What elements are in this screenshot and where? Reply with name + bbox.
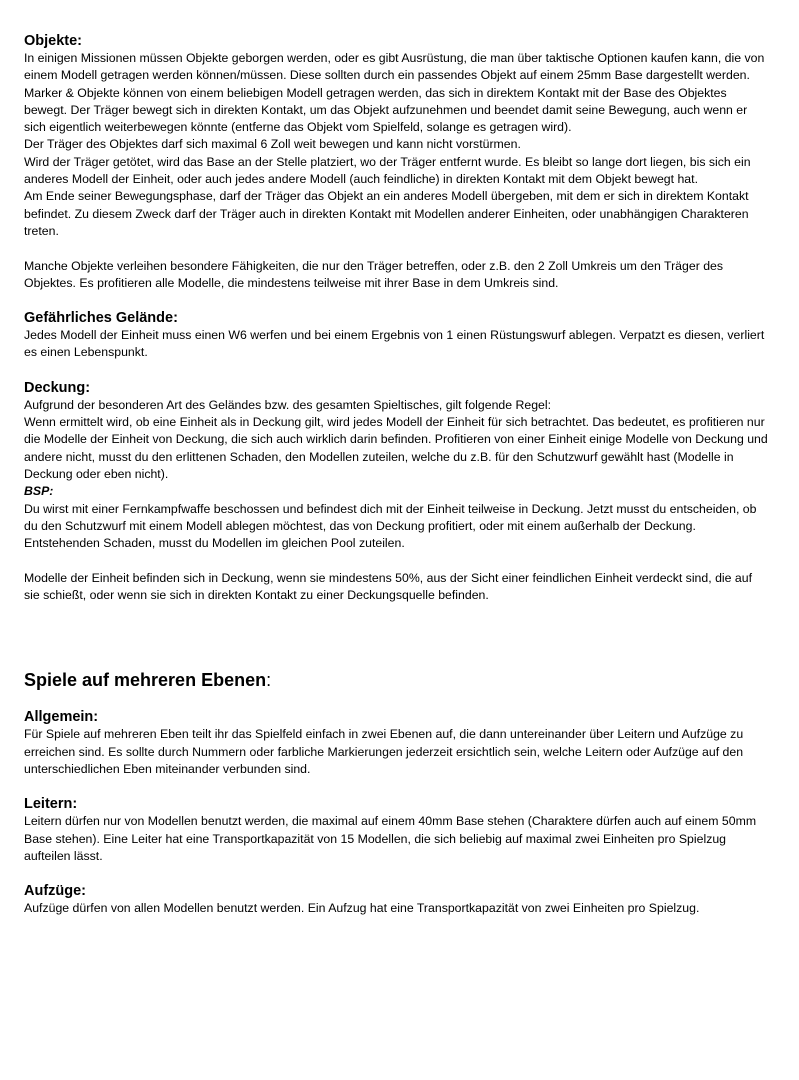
paragraph-deckung-intro: Aufgrund der besonderen Art des Geländes bzw. des gesamten Spieltisches, gilt folgende Regel: — [24, 397, 552, 412]
paragraph-deckung-final: Modelle der Einheit befinden sich in Deckung, wenn sie mindestens 50%, aus der Sicht einer feindlichen Einheit verdeckt sind, die auf sie schießt, oder wenn sie sich in direkten Kontakt zu einer Deckungsquelle befinden. — [24, 570, 752, 603]
section-objekte — [24, 33, 769, 292]
heading-allgemein: Allgemein: — [24, 709, 99, 726]
label-bsp: BSP: — [24, 484, 54, 499]
paragraph-gelaende: Jedes Modell der Einheit muss einen W6 werfen und bei einem Ergebnis von 1 einen Rüstungswurf ablegen. Verpatzt es diesen, verliert es einen Lebenspunkt. — [24, 328, 765, 360]
spacer — [24, 604, 769, 669]
heading-ebenen — [24, 669, 769, 691]
paragraph-aufzuege: Aufzüge dürfen von allen Modellen benutzt werden. Ein Aufzug hat eine Transportkapazität von zwei Einheiten pro Spielzug. — [24, 901, 700, 916]
heading-aufzuege: Aufzüge: — [24, 883, 87, 900]
paragraph-deckung-bsp: Du wirst mit einer Fernkampfwaffe beschossen und befindest dich mit der Einheit teilweise in Deckung. Jetzt musst du entscheiden, ob du den Schutzwurf mit einem Modell ablegen möchtest, das von Deckung profitiert, oder mit einem außerhalb der Deckung. Entstehenden Schaden, musst du Modellen im gleichen Pool zuteilen. — [24, 501, 757, 551]
spacer — [24, 362, 769, 380]
heading-ebenen-colon: : — [266, 670, 272, 691]
section-deckung — [24, 380, 769, 605]
paragraph-objekte-6: Manche Objekte verleihen besondere Fähigkeiten, die nur den Träger betreffen, oder z.B. den 2 Zoll Umkreis um den Träger des Objektes. Es profitieren alle Modelle, die mindestens teilweise mit ihrer Base in dem Umkreis sind. — [24, 258, 724, 290]
section-gefaehrliches-gelaende — [24, 310, 769, 362]
paragraph-objekte-5: Am Ende seiner Bewegungsphase, darf der Träger das Objekt an ein anderes Modell übergeben, mit dem er sich in direktem Kontakt befindet. Zu diesem Zweck darf der Träger auch in direkten Kontakt mit Modellen anderer Einheiten, oder unabhängigen Charakteren treten. — [24, 189, 749, 238]
heading-leitern: Leitern: — [24, 796, 78, 813]
section-ebenen — [24, 669, 769, 917]
paragraph-leitern: Leitern dürfen nur von Modellen benutzt werden, die maximal auf einem 40mm Base stehen (Charaktere dürfen auch auf einem 50mm Base stehen). Eine Leiter hat eine Transportkapazität von 15 Modellen, die sich beliebig auf maximal zwei Einheiten pro Spielzug aufteilen lässt. — [24, 814, 757, 863]
paragraph-objekte-4: Wird der Träger getötet, wird das Base an der Stelle platziert, wo der Träger entfernt wurde. Es bleibt so lange dort liegen, bis sich ein anderes Modell der Einheit, oder auch jedes andere Modell (auch feindliche) in direkten Kontakt mit dem Objekt bewegt hat. — [24, 154, 751, 187]
heading-objekte: Objekte: — [24, 33, 83, 49]
spacer — [24, 552, 769, 569]
heading-gefaehrliches-gelaende: Gefährliches Gelände: — [24, 310, 178, 327]
spacer — [24, 292, 769, 310]
paragraph-deckung-rule: Wenn ermittelt wird, ob eine Einheit als in Deckung gilt, wird jedes Modell der Einheit für sich betrachtet. Das bedeutet, es profitieren nur die Modelle der Einheit von Deckung, die sich auch wirklich darin befinden. Profitieren von einer Einheit einige Modelle von Deckung und andere nicht, musst du den erlittenen Schaden, den Modellen zuteilen, welche du z.B. für den Schutzwurf gewählt hast (Modelle in Deckung oder eben nicht). — [24, 415, 768, 481]
spacer — [24, 240, 769, 257]
heading-deckung: Deckung: — [24, 379, 91, 396]
spacer — [24, 865, 769, 883]
paragraph-objekte-2: Marker & Objekte können von einem beliebigen Modell getragen werden, das sich in direktem Kontakt mit der Base des Objektes bewegt. Der Träger bewegt sich in direkten Kontakt, um das Objekt aufzunehmen und beendet damit seine Bewegung, auch wenn er sich eigentlich weiterbewegen könnte (entferne das Objekt vom Spielfeld, solange es getragen wird). — [24, 85, 748, 135]
paragraph-objekte-1: In einigen Missionen müssen Objekte geborgen werden, oder es gibt Ausrüstung, die man über taktische Optionen kaufen kann, die von einem Modell getragen werden können/müssen. Diese sollten durch ein passendes Objekt auf einem 25mm Base dargestellt werden. — [24, 51, 765, 83]
paragraph-allgemein: Für Spiele auf mehreren Eben teilt ihr das Spielfeld einfach in zwei Ebenen auf, die dann untereinander über Leitern und Aufzüge zu erreichen sind. Es sollte durch Nummern oder farbliche Markierungen jederzeit ersichtlich sein, welche Leitern oder Aufzüge auf den unterschiedlichen Eben miteinander verbunden sind. — [24, 727, 744, 776]
paragraph-objekte-3: Der Träger des Objektes darf sich maximal 6 Zoll weit bewegen und kann nicht vorstürmen. — [24, 137, 521, 152]
spacer — [24, 778, 769, 796]
spacer — [24, 691, 769, 709]
heading-ebenen-text: Spiele auf mehreren Ebenen — [24, 670, 267, 691]
